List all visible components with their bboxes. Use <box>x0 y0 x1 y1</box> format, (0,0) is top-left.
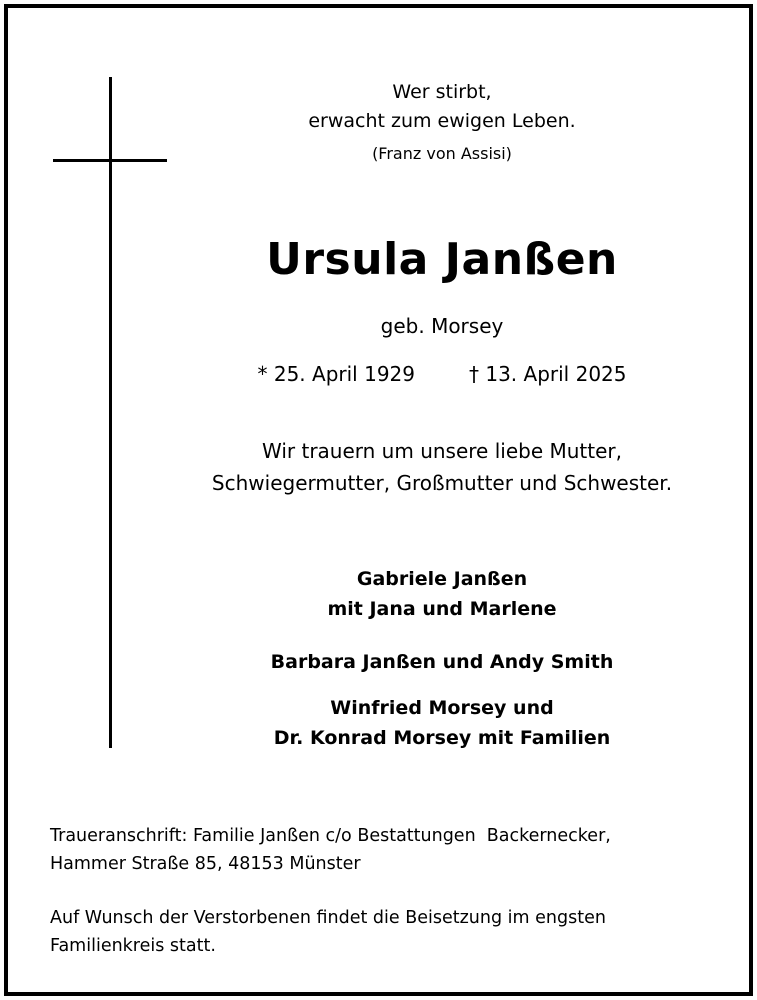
family-group-3 <box>162 693 722 753</box>
mourning-line-1: Wir trauern um unsere liebe Mutter, <box>262 439 622 463</box>
mourning-address <box>50 822 740 878</box>
cross-vertical-bar <box>109 77 112 748</box>
mourning-line-2: Schwiegermutter, Großmutter und Schwester. <box>211 471 673 495</box>
family-group-1 <box>162 564 722 624</box>
quote <box>162 78 722 136</box>
quote-line-2: erwacht zum ewigen Leben. <box>308 110 576 132</box>
family-group-3-line-2: Dr. Konrad Morsey mit Familien <box>273 727 611 749</box>
mourning-text <box>162 435 722 499</box>
life-dates <box>162 359 722 389</box>
address-line-1: Traueranschrift: Familie Janßen c/o Bestattungen Backernecker, <box>50 826 611 846</box>
obituary-frame <box>4 4 753 996</box>
burial-note <box>50 904 740 960</box>
family-group-1-line-2: mit Jana und Marlene <box>327 598 557 620</box>
note-line-1: Auf Wunsch der Verstorbenen findet die Beisetzung im engsten <box>50 908 606 928</box>
quote-source: (Franz von Assisi) <box>372 144 512 163</box>
cross-horizontal-bar <box>53 159 167 162</box>
birth-date: * 25. April 1929 <box>257 362 415 386</box>
family-group-2: Barbara Janßen und Andy Smith <box>270 651 614 673</box>
quote-line-1: Wer stirbt, <box>392 81 492 103</box>
address-line-2: Hammer Straße 85, 48153 Münster <box>50 854 361 874</box>
family-group-1-line-1: Gabriele Janßen <box>356 568 528 590</box>
death-date: † 13. April 2025 <box>469 362 627 386</box>
family-group-3-line-1: Winfried Morsey und <box>330 697 554 719</box>
note-line-2: Familienkreis statt. <box>50 936 216 956</box>
deceased-name: Ursula Janßen <box>266 234 618 285</box>
birth-name: geb. Morsey <box>380 314 504 338</box>
